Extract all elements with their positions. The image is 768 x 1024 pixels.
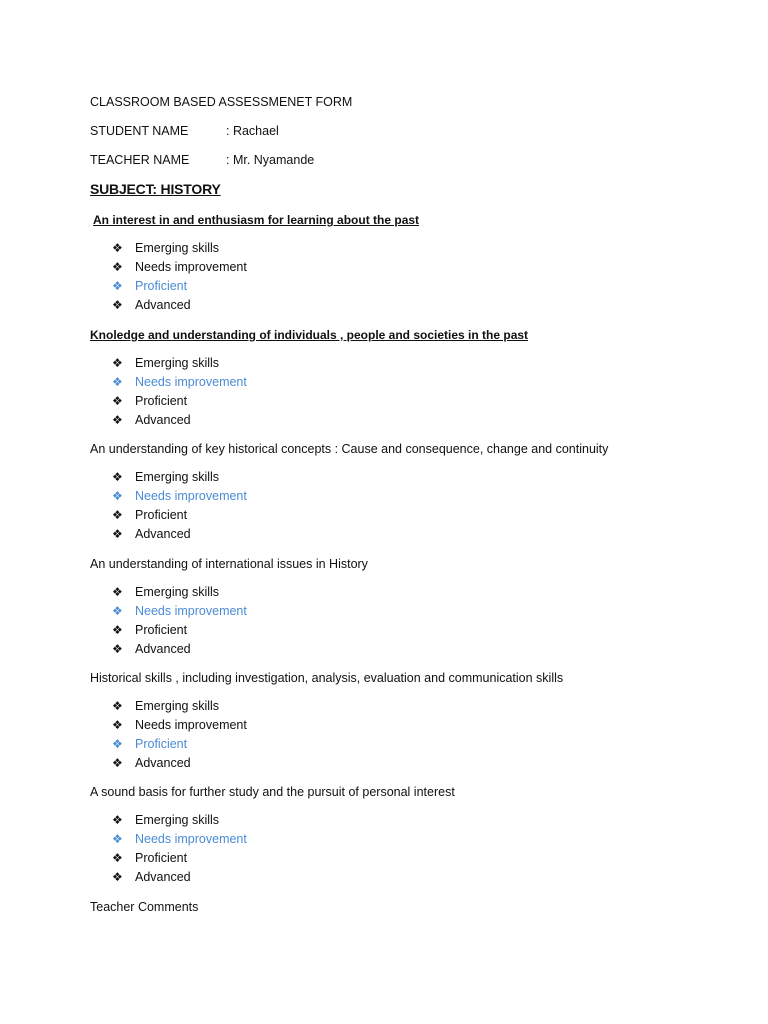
option-label: Needs improvement — [135, 832, 247, 846]
section-heading: An understanding of key historical concepts : Cause and consequence, change and continuity — [90, 442, 609, 456]
option-label: Proficient — [135, 851, 188, 865]
option-label: Proficient — [135, 623, 188, 637]
diamond-bullet-icon: ❖ — [112, 756, 123, 770]
diamond-bullet-icon: ❖ — [112, 279, 123, 293]
diamond-bullet-icon: ❖ — [112, 642, 123, 656]
option-label: Needs improvement — [135, 260, 247, 274]
student-name-label: STUDENT NAME — [90, 124, 189, 138]
diamond-bullet-icon: ❖ — [112, 394, 123, 408]
option-list — [112, 811, 247, 887]
option-label: Emerging skills — [135, 813, 220, 827]
option-item — [112, 697, 247, 716]
diamond-bullet-icon: ❖ — [112, 241, 123, 255]
teacher-comments-label: Teacher Comments — [90, 900, 199, 914]
diamond-bullet-icon: ❖ — [112, 737, 123, 751]
diamond-bullet-icon: ❖ — [112, 699, 123, 713]
option-label: Proficient — [135, 279, 188, 293]
option-item — [112, 506, 247, 525]
option-item — [112, 716, 247, 735]
option-label: Proficient — [135, 394, 188, 408]
option-label: Needs improvement — [135, 604, 247, 618]
form-title: CLASSROOM BASED ASSESSMENET FORM — [90, 95, 353, 109]
option-item — [112, 602, 247, 621]
option-item — [112, 525, 247, 544]
diamond-bullet-icon: ❖ — [112, 413, 123, 427]
option-item — [112, 849, 247, 868]
diamond-bullet-icon: ❖ — [112, 813, 123, 827]
option-list — [112, 583, 247, 659]
option-item — [112, 277, 247, 296]
option-list — [112, 697, 247, 773]
option-label: Advanced — [135, 870, 191, 884]
section-heading: A sound basis for further study and the pursuit of personal interest — [90, 785, 455, 799]
option-label: Advanced — [135, 298, 191, 312]
diamond-bullet-icon: ❖ — [112, 298, 123, 312]
option-label: Advanced — [135, 527, 191, 541]
option-item — [112, 830, 247, 849]
option-label: Needs improvement — [135, 375, 247, 389]
option-item — [112, 411, 247, 430]
option-label: Emerging skills — [135, 356, 220, 370]
option-list — [112, 354, 247, 430]
option-item — [112, 373, 247, 392]
diamond-bullet-icon: ❖ — [112, 604, 123, 618]
option-label: Advanced — [135, 413, 191, 427]
diamond-bullet-icon: ❖ — [112, 508, 123, 522]
option-label: Emerging skills — [135, 585, 220, 599]
diamond-bullet-icon: ❖ — [112, 356, 123, 370]
option-label: Advanced — [135, 642, 191, 656]
option-label: Proficient — [135, 737, 188, 751]
option-label: Proficient — [135, 508, 188, 522]
option-list — [112, 468, 247, 544]
diamond-bullet-icon: ❖ — [112, 470, 123, 484]
diamond-bullet-icon: ❖ — [112, 375, 123, 389]
diamond-bullet-icon: ❖ — [112, 585, 123, 599]
option-item — [112, 258, 247, 277]
section-heading: An understanding of international issues in History — [90, 557, 368, 571]
diamond-bullet-icon: ❖ — [112, 489, 123, 503]
option-item — [112, 296, 247, 315]
option-label: Emerging skills — [135, 699, 220, 713]
option-item — [112, 754, 247, 773]
option-label: Emerging skills — [135, 470, 220, 484]
diamond-bullet-icon: ❖ — [112, 260, 123, 274]
option-item — [112, 392, 247, 411]
diamond-bullet-icon: ❖ — [112, 623, 123, 637]
option-item — [112, 239, 247, 258]
option-label: Advanced — [135, 756, 191, 770]
option-item — [112, 487, 247, 506]
option-item — [112, 583, 247, 602]
diamond-bullet-icon: ❖ — [112, 718, 123, 732]
teacher-name-row — [90, 152, 314, 168]
option-item — [112, 868, 247, 887]
student-name-value: : Rachael — [226, 124, 279, 138]
diamond-bullet-icon: ❖ — [112, 832, 123, 846]
option-item — [112, 811, 247, 830]
option-label: Emerging skills — [135, 241, 220, 255]
section-heading: An interest in and enthusiasm for learning about the past — [93, 213, 420, 227]
option-item — [112, 735, 247, 754]
subject-heading: SUBJECT: HISTORY — [90, 181, 221, 197]
option-item — [112, 354, 247, 373]
teacher-name-label: TEACHER NAME — [90, 153, 190, 167]
option-item — [112, 468, 247, 487]
section-heading: Knoledge and understanding of individuals , people and societies in the past — [90, 328, 529, 342]
option-label: Needs improvement — [135, 489, 247, 503]
option-label: Needs improvement — [135, 718, 247, 732]
section-heading: Historical skills , including investigation, analysis, evaluation and communication skills — [90, 671, 564, 685]
diamond-bullet-icon: ❖ — [112, 870, 123, 884]
option-item — [112, 621, 247, 640]
diamond-bullet-icon: ❖ — [112, 527, 123, 541]
option-list — [112, 239, 247, 315]
diamond-bullet-icon: ❖ — [112, 851, 123, 865]
teacher-name-value: : Mr. Nyamande — [226, 153, 315, 167]
student-name-row — [90, 123, 279, 139]
option-item — [112, 640, 247, 659]
